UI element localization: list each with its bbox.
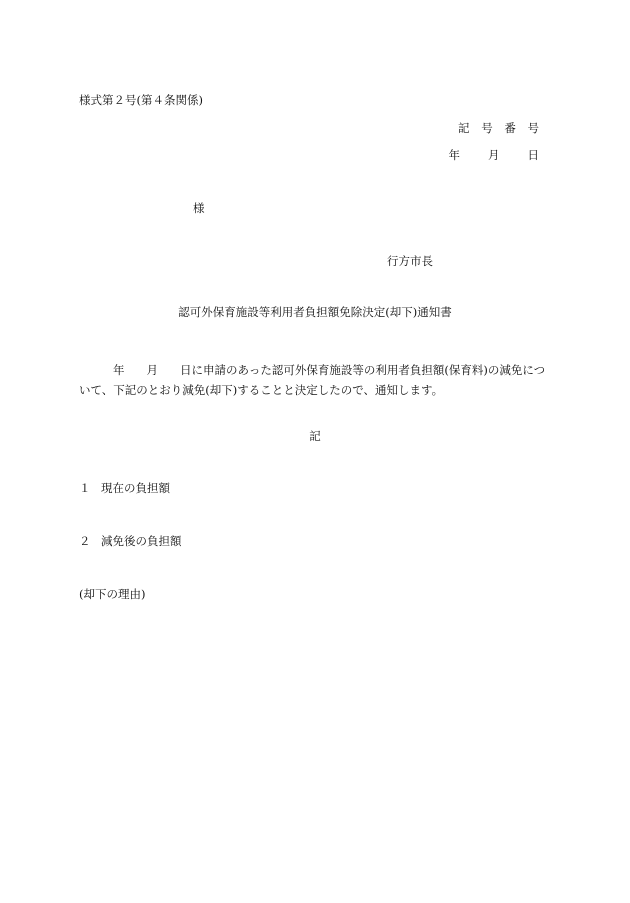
item-reduced-amount [79,536,182,548]
document-number-line [458,123,539,135]
recipient-suffix: 様 [193,201,205,215]
item-current-amount [79,483,170,495]
document-title: 認可外保育施設等利用者負担額免除決定(却下)通知書 [178,305,452,319]
date-month-label: 月 [488,148,500,162]
item-label: 減免後の負担額 [101,534,182,548]
body-year-label: 年 [113,363,125,377]
document-date-line [449,150,540,162]
doc-number-char: 記 [458,121,470,135]
doc-number-char: 号 [481,121,493,135]
body-month-label: 月 [146,363,158,377]
date-day-label: 日 [527,148,539,162]
body-paragraph [79,360,549,400]
rejection-reason-label: (却下の理由) [79,587,146,601]
body-text: 日に申請のあった認可外保育施設等の利用者負担額(保育料)の減免について、下記のとおり減免(却下)することと決定したので、通知します。 [79,363,546,397]
ki-heading: 記 [309,429,321,443]
doc-number-char: 号 [527,121,539,135]
doc-number-char: 番 [504,121,516,135]
item-number: ２ [79,534,91,548]
issuer-name: 行方市長 [387,254,433,268]
form-number: 様式第２号(第４条関係) [79,93,203,107]
date-year-label: 年 [448,148,460,162]
item-number: １ [79,481,91,495]
item-label: 現在の負担額 [101,481,170,495]
